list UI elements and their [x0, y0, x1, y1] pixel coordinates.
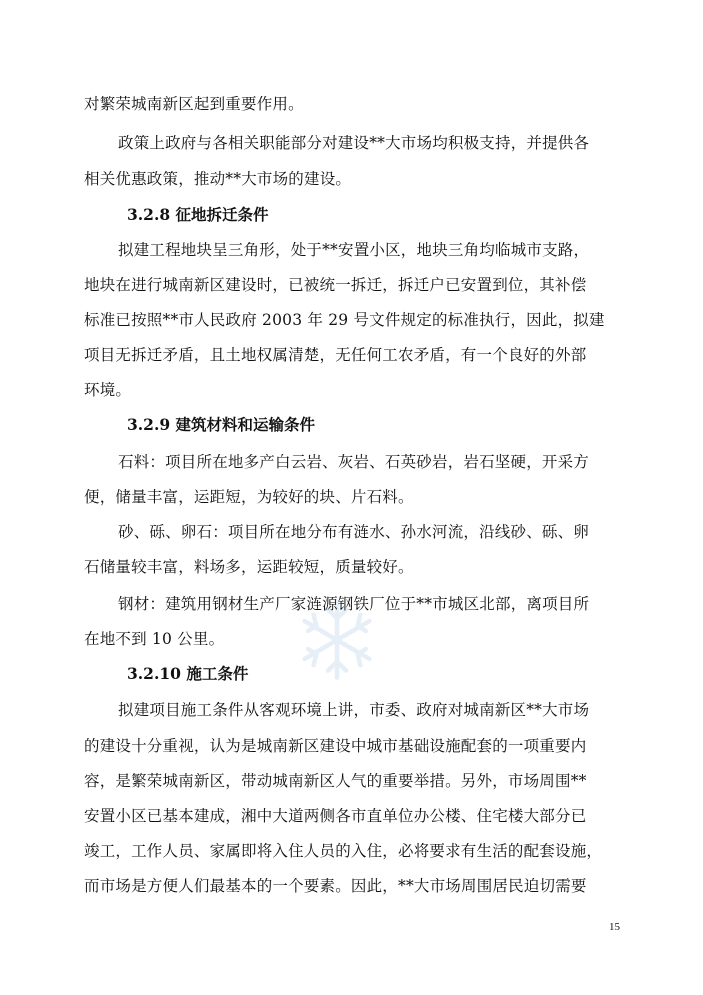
paragraph-line: 政策上政府与各相关职能部分对建设**大市场均积极支持，并提供各 [118, 134, 590, 152]
paragraph-line: 安置小区已基本建成，湘中大道两侧各市直单位办公楼、住宅楼大部分已 [84, 807, 587, 825]
section-heading-3-2-8: 3.2.8 征地拆迁条件 [127, 205, 269, 224]
paragraph-line: 标准已按照**市人民政府 2003 年 29 号文件规定的标准执行，因此，拟建 [84, 311, 605, 329]
paragraph-line: 相关优惠政策，推动**大市场的建设。 [84, 170, 352, 188]
paragraph-line: 的建设十分重视，认为是城南新区建设中城市基础设施配套的一项重要内 [84, 737, 587, 755]
paragraph-line: 钢材：建筑用钢材生产厂家涟源钢铁厂位于**市城区北部，离项目所 [118, 595, 590, 613]
paragraph-line: 便，储量丰富，运距短，为较好的块、片石料。 [84, 488, 414, 506]
paragraph-line: 拟建项目施工条件从客观环境上讲，市委、政府对城南新区**大市场 [118, 701, 590, 719]
paragraph-line: 拟建工程地块呈三角形，处于**安置小区，地块三角均临城市支路， [118, 241, 590, 259]
section-heading-3-2-9: 3.2.9 建筑材料和运输条件 [127, 415, 316, 434]
section-heading-3-2-10: 3.2.10 施工条件 [127, 664, 249, 683]
snowflake-watermark-icon [292, 595, 382, 685]
paragraph-line: 容，是繁荣城南新区，带动城南新区人气的重要举措。另外，市场周围** [84, 772, 587, 790]
paragraph-line: 环境。 [84, 381, 132, 399]
paragraph-line: 地块在进行城南新区建设时，已被统一拆迁，拆迁户已安置到位，其补偿 [84, 276, 587, 294]
paragraph-line: 石储量较丰富，料场多，运距较短，质量较好。 [84, 558, 414, 576]
paragraph-line: 竣工，工作人员、家属即将入住人员的入住，必将要求有生活的配套设施， [84, 842, 603, 860]
paragraph-line: 而市场是方便人们最基本的一个要素。因此，**大市场周围居民迫切需要 [84, 877, 587, 895]
paragraph-line: 对繁荣城南新区起到重要作用。 [84, 95, 304, 113]
paragraph-line: 项目无拆迁矛盾，且土地权属清楚，无任何工农矛盾，有一个良好的外部 [84, 346, 587, 364]
paragraph-line: 在地不到 10 公里。 [84, 630, 225, 648]
paragraph-line: 石料：项目所在地多产白云岩、灰岩、石英砂岩，岩石坚硬，开采方 [118, 453, 590, 471]
page-number: 15 [609, 921, 620, 933]
paragraph-line: 砂、砾、卵石：项目所在地分布有涟水、孙水河流，沿线砂、砾、卵 [118, 523, 590, 541]
